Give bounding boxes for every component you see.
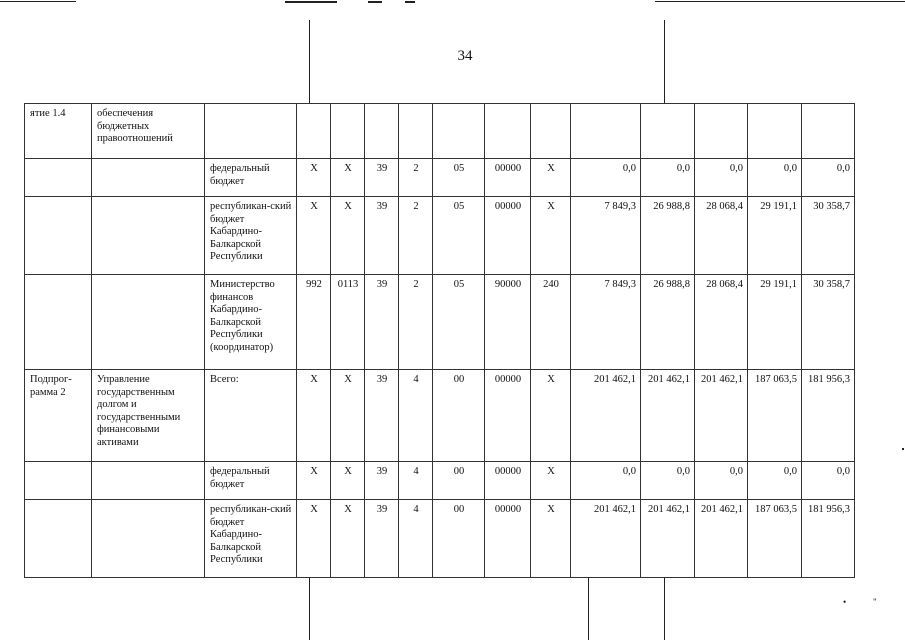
cell-csr-1: 39 [365, 500, 399, 578]
cell-year-5: 181 956,3 [802, 370, 855, 462]
cell-year-1: 7 849,3 [571, 197, 641, 275]
cell-year-5 [802, 104, 855, 159]
cell-year-5: 30 358,7 [802, 275, 855, 370]
bottom-mark-dot: • [843, 597, 847, 607]
scan-top-rule-mid3 [405, 1, 415, 3]
cell-funding-source: федеральный бюджет [205, 462, 297, 500]
cell-program-code [25, 462, 92, 500]
scan-vertical-fold-1 [309, 20, 310, 104]
cell-csr-4: 00000 [485, 159, 531, 197]
cell-year-1: 201 462,1 [571, 370, 641, 462]
cell-csr-4: 00000 [485, 462, 531, 500]
cell-year-3 [695, 104, 748, 159]
budget-table [24, 103, 855, 578]
cell-program-name [92, 159, 205, 197]
cell-year-4 [748, 104, 802, 159]
cell-funding-source: Всего: [205, 370, 297, 462]
cell-csr-3: 05 [433, 159, 485, 197]
cell-rzpr: X [331, 159, 365, 197]
cell-grbs [297, 104, 331, 159]
cell-grbs: X [297, 197, 331, 275]
cell-year-2: 26 988,8 [641, 197, 695, 275]
table-row [25, 197, 855, 275]
cell-csr-2 [399, 104, 433, 159]
cell-csr-4: 00000 [485, 370, 531, 462]
cell-rzpr [331, 104, 365, 159]
table-row [25, 275, 855, 370]
cell-year-2: 201 462,1 [641, 500, 695, 578]
cell-year-5: 0,0 [802, 159, 855, 197]
cell-funding-source: федеральный бюджет [205, 159, 297, 197]
scan-vertical-fold-4 [588, 577, 589, 640]
cell-year-4: 0,0 [748, 462, 802, 500]
cell-csr-4: 90000 [485, 275, 531, 370]
cell-csr-1: 39 [365, 462, 399, 500]
cell-program-name [92, 197, 205, 275]
cell-year-1: 7 849,3 [571, 275, 641, 370]
scan-vertical-fold-5 [664, 577, 665, 640]
cell-year-4: 0,0 [748, 159, 802, 197]
cell-year-5: 30 358,7 [802, 197, 855, 275]
cell-program-name: Управление государственным долгом и государственными финансовыми активами [92, 370, 205, 462]
cell-csr-4 [485, 104, 531, 159]
cell-vr: X [531, 197, 571, 275]
cell-csr-3: 00 [433, 462, 485, 500]
cell-year-4: 29 191,1 [748, 275, 802, 370]
cell-program-code [25, 500, 92, 578]
scan-top-rule-right [655, 1, 905, 2]
cell-program-code [25, 275, 92, 370]
cell-year-1 [571, 104, 641, 159]
scan-vertical-fold-3 [309, 577, 310, 640]
cell-funding-source [205, 104, 297, 159]
cell-program-name [92, 500, 205, 578]
cell-csr-4: 00000 [485, 197, 531, 275]
cell-csr-4: 00000 [485, 500, 531, 578]
cell-rzpr: X [331, 197, 365, 275]
scan-top-rule-mid2 [368, 1, 382, 3]
cell-year-3: 201 462,1 [695, 500, 748, 578]
cell-year-1: 0,0 [571, 462, 641, 500]
table-row [25, 462, 855, 500]
cell-program-name [92, 275, 205, 370]
cell-funding-source: республикан-ский бюджет Кабардино-Балкарской Республики [205, 197, 297, 275]
cell-grbs: X [297, 370, 331, 462]
cell-year-5: 181 956,3 [802, 500, 855, 578]
scan-vertical-fold-2 [664, 20, 665, 104]
cell-year-2: 201 462,1 [641, 370, 695, 462]
cell-vr [531, 104, 571, 159]
cell-rzpr: X [331, 462, 365, 500]
cell-csr-3: 00 [433, 370, 485, 462]
cell-program-code: Подпрог-рамма 2 [25, 370, 92, 462]
cell-vr: X [531, 462, 571, 500]
cell-year-2 [641, 104, 695, 159]
cell-grbs: 992 [297, 275, 331, 370]
cell-funding-source: Министерство финансов Кабардино-Балкарской Республики (координатор) [205, 275, 297, 370]
cell-csr-2: 2 [399, 275, 433, 370]
cell-year-4: 29 191,1 [748, 197, 802, 275]
cell-year-1: 0,0 [571, 159, 641, 197]
cell-rzpr: X [331, 500, 365, 578]
cell-grbs: X [297, 462, 331, 500]
cell-csr-1: 39 [365, 275, 399, 370]
cell-vr: X [531, 500, 571, 578]
cell-year-3: 201 462,1 [695, 370, 748, 462]
cell-funding-source: республикан-ский бюджет Кабардино-Балкарской Республики [205, 500, 297, 578]
cell-program-code: ятие 1.4 [25, 104, 92, 159]
cell-year-3: 28 068,4 [695, 197, 748, 275]
page-number: 34 [457, 48, 473, 64]
cell-program-code [25, 197, 92, 275]
cell-csr-1 [365, 104, 399, 159]
cell-csr-2: 4 [399, 370, 433, 462]
cell-program-name [92, 462, 205, 500]
cell-year-2: 0,0 [641, 462, 695, 500]
table-row [25, 500, 855, 578]
cell-vr: X [531, 159, 571, 197]
cell-csr-1: 39 [365, 197, 399, 275]
cell-csr-2: 4 [399, 500, 433, 578]
cell-year-3: 0,0 [695, 159, 748, 197]
cell-year-3: 28 068,4 [695, 275, 748, 370]
cell-rzpr: X [331, 370, 365, 462]
scan-top-rule-left [0, 1, 76, 2]
cell-year-2: 0,0 [641, 159, 695, 197]
cell-rzpr: 0113 [331, 275, 365, 370]
cell-csr-1: 39 [365, 159, 399, 197]
cell-csr-1: 39 [365, 370, 399, 462]
cell-year-2: 26 988,8 [641, 275, 695, 370]
cell-year-3: 0,0 [695, 462, 748, 500]
cell-program-name: обеспечения бюджетных правоотношений [92, 104, 205, 159]
scan-top-rule-mid [285, 1, 337, 3]
cell-program-code [25, 159, 92, 197]
cell-csr-2: 4 [399, 462, 433, 500]
cell-year-1: 201 462,1 [571, 500, 641, 578]
cell-year-4: 187 063,5 [748, 370, 802, 462]
cell-csr-3: 05 [433, 275, 485, 370]
cell-csr-3: 00 [433, 500, 485, 578]
table-row [25, 159, 855, 197]
scan-right-mark [902, 448, 904, 450]
bottom-mark-quote: " [873, 597, 877, 607]
cell-csr-3: 05 [433, 197, 485, 275]
cell-year-5: 0,0 [802, 462, 855, 500]
cell-year-4: 187 063,5 [748, 500, 802, 578]
cell-csr-2: 2 [399, 159, 433, 197]
cell-csr-2: 2 [399, 197, 433, 275]
cell-vr: 240 [531, 275, 571, 370]
cell-vr: X [531, 370, 571, 462]
table-row [25, 104, 855, 159]
table-row [25, 370, 855, 462]
cell-csr-3 [433, 104, 485, 159]
cell-grbs: X [297, 500, 331, 578]
cell-grbs: X [297, 159, 331, 197]
